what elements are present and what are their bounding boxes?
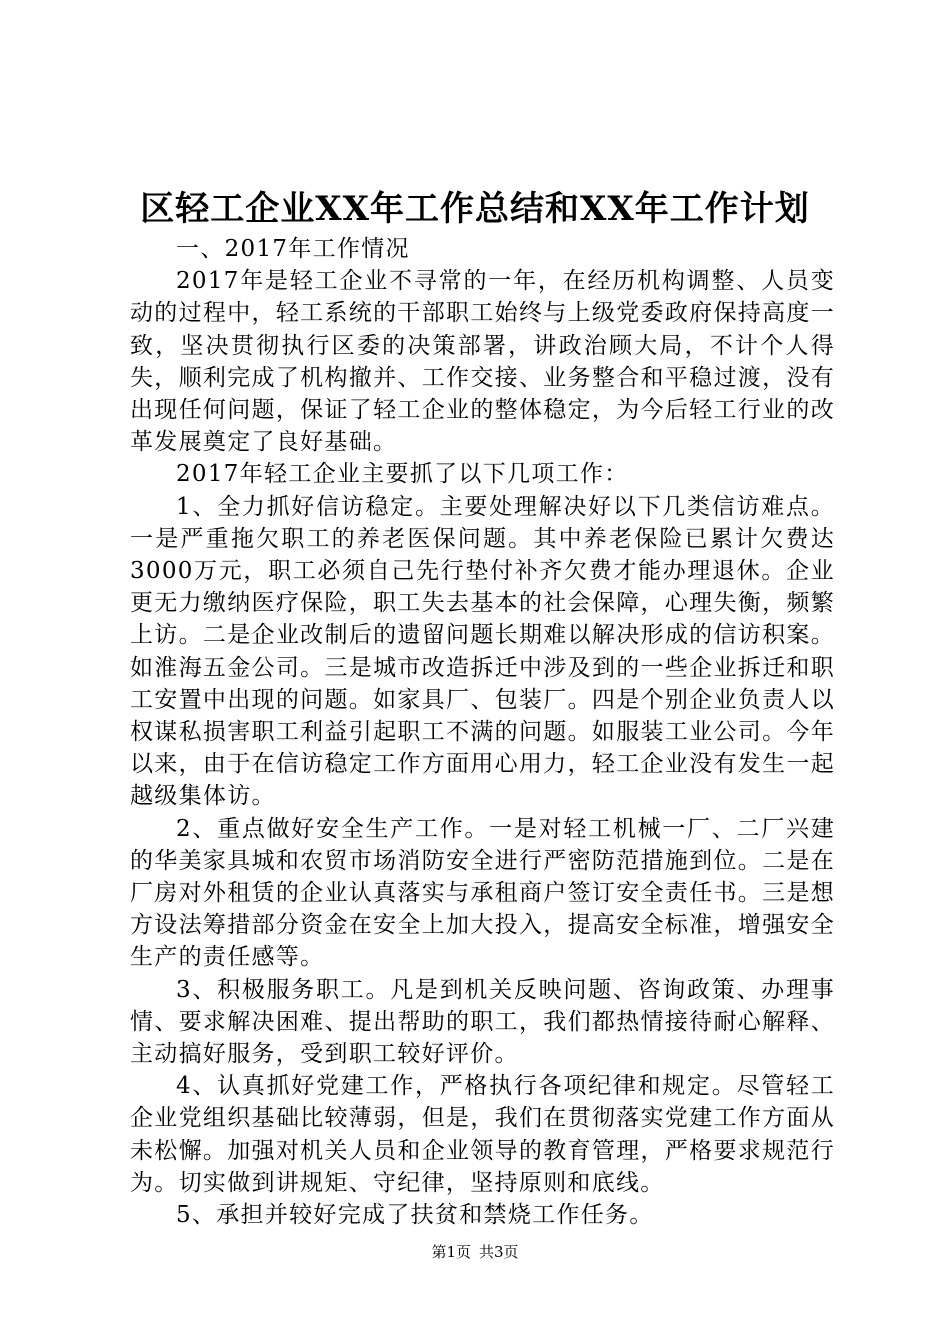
paragraph-item-4: 4、认真抓好党建工作，严格执行各项纪律和规定。尽管轻工企业党组织基础比较薄弱，但是，我们在贯彻落实党建工作方面从未松懈。加强对机关人员和企业领导的教育管理，严格要求规范行为。切实做到讲规矩、守纪律，坚持原则和底线。 [130, 1073, 835, 1196]
paragraph-item-3: 3、积极服务职工。凡是到机关反映问题、咨询政策、办理事情、要求解决困难、提出帮助的职工，我们都热情接待耐心解释、主动搞好服务，受到职工较好评价。 [130, 976, 835, 1068]
paragraph-item-5: 5、承担并较好完成了扶贫和禁烧工作任务。 [176, 1202, 654, 1229]
page-footer [0, 1242, 950, 1262]
page-number: 第1页 [431, 1243, 471, 1261]
document-title: 区轻工企业XX年工作总结和XX年工作计划 [140, 189, 810, 229]
page-total: 共3页 [479, 1243, 519, 1261]
section-heading: 一、2017年工作情况 [176, 236, 410, 262]
paragraph-overview: 2017年是轻工企业不寻常的一年，在经历机构调整、人员变动的过程中，轻工系统的干部职工始终与上级党委政府保持高度一致，坚决贯彻执行区委的决策部署，讲政治顾大局，不计个人得失，顺利完成了机构撤并、工作交接、业务整合和平稳过渡，没有出现任何问题，保证了轻工企业的整体稳定，为今后轻工行业的改革发展奠定了良好基础。 [130, 268, 835, 456]
document-body [130, 233, 835, 1231]
paragraph-work-intro: 2017年轻工企业主要抓了以下几项工作： [176, 461, 629, 488]
paragraph-item-1: 1、全力抓好信访稳定。主要处理解决好以下几类信访难点。一是严重拖欠职工的养老医保问题。其中养老保险已累计欠费达3000万元，职工必须自己先行垫付补齐欠费才能办理退休。企业更无力缴纳医疗保险，职工失去基本的社会保障，心理失衡，频繁上访。二是企业改制后的遗留问题长期难以解决形成的信访积案。如淮海五金公司。三是城市改造拆迁中涉及到的一些企业拆迁和职工安置中出现的问题。如家具厂、包装厂。四是个别企业负责人以权谋私损害职工利益引起职工不满的问题。如服装工业公司。今年以来，由于在信访稳定工作方面用心用力，轻工企业没有发生一起越级集体访。 [130, 493, 835, 810]
paragraph-item-2: 2、重点做好安全生产工作。一是对轻工机械一厂、二厂兴建的华美家具城和农贸市场消防安全进行严密防范措施到位。二是在厂房对外租赁的企业认真落实与承租商户签订安全责任书。三是想方设法筹措部分资金在安全上加大投入，提高安全标准，增强安全生产的责任感等。 [130, 815, 835, 971]
